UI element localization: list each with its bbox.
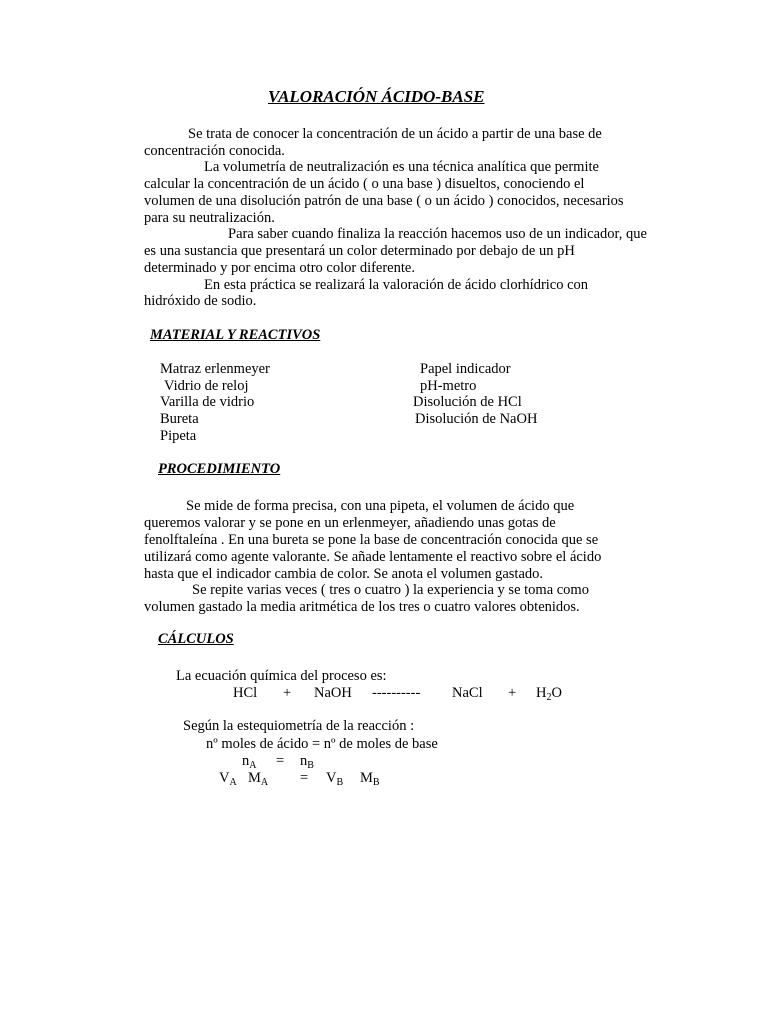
equals-sign: = (300, 770, 309, 786)
intro-line: Se trata de conocer la concentración de un ácido a partir de una base de (188, 126, 602, 142)
procedure-line: Se repite varias veces ( tres o cuatro ) la experiencia y se toma como (192, 582, 589, 598)
intro-line: volumen de una disolución patrón de una base ( o un ácido ) conocidos, necesarios (144, 193, 624, 209)
reagent-item: Papel indicador (420, 361, 511, 377)
moles-equality: nº moles de ácido = nº de moles de base (206, 736, 438, 752)
plus-sign: + (508, 685, 517, 701)
reaction-arrow: ---------- (372, 685, 421, 701)
n-b: $n_B$ (300, 753, 314, 771)
m-b: $M_B$ (360, 770, 380, 788)
material-item: Pipeta (160, 428, 197, 444)
procedure-line: fenolftaleína . En una bureta se pone la base de concentración conocida que se (144, 532, 599, 548)
material-item: Bureta (160, 411, 199, 427)
material-item: Vidrio de reloj (164, 378, 249, 394)
procedure-line: queremos valorar y se pone en un erlenmeyer, añadiendo unas gotas de (144, 515, 556, 531)
material-item: Varilla de vidrio (160, 394, 255, 410)
procedure-line: utilizará como agente valorante. Se añade lentamente el reactivo sobre el ácido (144, 549, 602, 565)
calculations-heading: CÁLCULOS (158, 631, 234, 647)
v-a: $V_A$ (219, 770, 237, 788)
intro-line: En esta práctica se realizará la valoración de ácido clorhídrico con (204, 277, 589, 293)
stoichiometry-intro: Según la estequiometría de la reacción : (183, 718, 415, 734)
intro-line: hidróxido de sodio. (144, 293, 257, 309)
product-nacl: NaCl (452, 685, 483, 701)
intro-line: calcular la concentración de un ácido ( o una base ) disueltos, conociendo el (144, 176, 585, 192)
v-b: $V_B$ (326, 770, 344, 788)
reagent-item: pH-metro (420, 378, 477, 394)
equation-intro: La ecuación química del proceso es: (176, 668, 387, 684)
intro-line: para su neutralización. (144, 210, 275, 226)
intro-line: La volumetría de neutralización es una técnica analítica que permite (204, 159, 599, 175)
equals-sign: = (276, 753, 285, 769)
intro-line: determinado y por encima otro color diferente. (144, 260, 415, 276)
intro-line: es una sustancia que presentará un color determinado por debajo de un pH (144, 243, 575, 259)
plus-sign: + (283, 685, 292, 701)
page-title: VALORACIÓN ÁCIDO-BASE (268, 87, 485, 106)
intro-line: concentración conocida. (144, 143, 285, 159)
procedure-heading: PROCEDIMIENTO (158, 461, 281, 477)
procedure-line: Se mide de forma precisa, con una pipeta, el volumen de ácido que (186, 498, 575, 514)
reagent-item: Disolución de HCl (413, 394, 522, 410)
m-a: $M_A$ (248, 770, 269, 788)
reactant-naoh: NaOH (314, 685, 352, 701)
reagent-item: Disolución de NaOH (415, 411, 538, 427)
procedure-line: hasta que el indicador cambia de color. Se anota el volumen gastado. (144, 566, 544, 582)
reactant-hcl: HCl (233, 685, 258, 701)
material-heading: MATERIAL Y REACTIVOS (150, 327, 321, 343)
intro-line: Para saber cuando finaliza la reacción hacemos uso de un indicador, que (228, 226, 647, 242)
material-item: Matraz erlenmeyer (160, 361, 270, 377)
n-a: $n_A$ (242, 753, 257, 771)
procedure-line: volumen gastado la media aritmética de los tres o cuatro valores obtenidos. (144, 599, 580, 615)
product-water: $H_2O$ (536, 685, 562, 703)
